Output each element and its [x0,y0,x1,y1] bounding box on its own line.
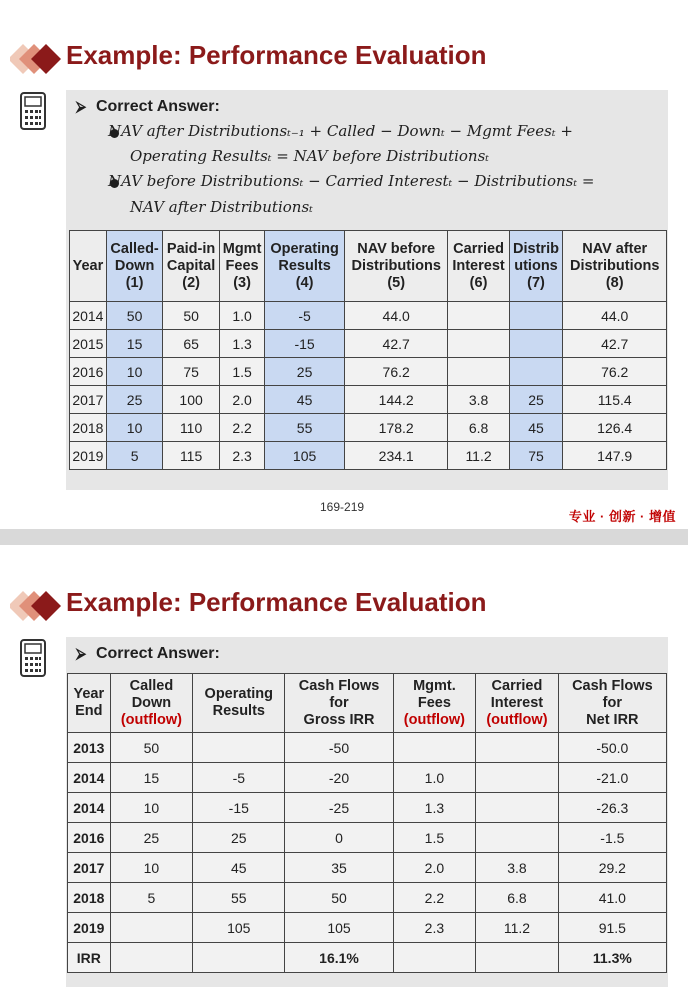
table-cell: -21.0 [558,763,666,793]
table-row [68,763,667,793]
table-row [70,414,667,442]
table-cell: 45 [509,414,563,442]
table-cell: 50 [285,883,393,913]
table-cell: 44.0 [563,302,667,330]
table-cell: 25 [110,823,193,853]
table-row [68,823,667,853]
table-cell: 2015 [70,330,107,358]
table-cell: 29.2 [558,853,666,883]
answer-heading: ⮚ Correct Answer: [76,645,220,662]
table-cell: 45 [193,853,285,883]
table-cell [476,793,559,823]
column-header: Mgmt. Fees (outflow) [393,674,476,733]
slide-title: Example: Performance Evaluation [66,587,487,617]
table-cell: 234.1 [344,442,448,470]
table-cell [448,358,509,386]
table-cell: 45 [265,386,345,414]
column-header: NAV after Distributions (8) [563,231,667,302]
table-row [68,853,667,883]
table-cell: 105 [285,913,393,943]
table-cell: 6.8 [448,414,509,442]
table-cell: 15 [110,763,193,793]
table-cell: -5 [265,302,345,330]
slide-2 [0,545,688,993]
table-cell: 11.2 [448,442,509,470]
table-cell: 2016 [68,823,111,853]
table-cell: IRR [68,943,111,973]
table-cell: 1.3 [393,793,476,823]
table-cell: 41.0 [558,883,666,913]
table-cell: 75 [163,358,220,386]
column-header: Paid-in Capital (2) [163,231,220,302]
table-row [68,793,667,823]
table-cell: 126.4 [563,414,667,442]
table-cell: -26.3 [558,793,666,823]
table-cell: 76.2 [563,358,667,386]
table-cell: 100 [163,386,220,414]
table-cell: -15 [265,330,345,358]
table-cell: 1.5 [219,358,264,386]
table-header-row [70,231,667,302]
table-cell: 2013 [68,733,111,763]
table-cell [110,943,193,973]
table-cell: -5 [193,763,285,793]
column-header: Carried Interest (outflow) [476,674,559,733]
table-header-row [68,674,667,733]
column-header: Year [70,231,107,302]
table-cell: 2017 [70,386,107,414]
table-row [68,913,667,943]
column-header: Year End [68,674,111,733]
answer-panel [66,637,668,987]
table-cell: 2018 [68,883,111,913]
table-cell [448,302,509,330]
table-cell: 5 [110,883,193,913]
column-header: Called Down (outflow) [110,674,193,733]
table-cell: 75 [509,442,563,470]
formula-1-line-2: Operating Resultsₜ = NAV before Distributionsₜ [130,147,489,165]
table-cell: 2018 [70,414,107,442]
table-cell: -50 [285,733,393,763]
table-row [68,883,667,913]
column-header: Operating Results (4) [265,231,345,302]
table-cell: 3.8 [476,853,559,883]
table-cell: 55 [193,883,285,913]
table-cell: 65 [163,330,220,358]
table-cell: 10 [110,853,193,883]
table-cell: 10 [106,358,163,386]
table-cell: 1.0 [393,763,476,793]
table-cell: 25 [509,386,563,414]
table-row [70,358,667,386]
table-cell: 115 [163,442,220,470]
table-cell [110,913,193,943]
page-number: 169-219 [320,500,365,514]
table-cell: 10 [110,793,193,823]
arrow-bullet-icon: ⮚ [76,98,86,114]
table-cell: 2019 [68,913,111,943]
table-cell [476,943,559,973]
diamond-logo-icon [10,589,62,623]
slide-title: Example: Performance Evaluation [66,40,487,70]
column-header: Distrib utions (7) [509,231,563,302]
answer-heading: ⮚ Correct Answer: [76,98,220,115]
table-cell: 91.5 [558,913,666,943]
table-cell: 178.2 [344,414,448,442]
table-cell: 55 [265,414,345,442]
table-cell: 2017 [68,853,111,883]
table-cell: 2.2 [219,414,264,442]
table-cell: 25 [193,823,285,853]
table-row [70,386,667,414]
table-cell: 6.8 [476,883,559,913]
table-cell: 50 [163,302,220,330]
table-cell [448,330,509,358]
table-cell [509,302,563,330]
table-cell: 0 [285,823,393,853]
table-cell: 2014 [68,793,111,823]
table-cell: 105 [265,442,345,470]
table-cell: 76.2 [344,358,448,386]
table-cell: 2014 [70,302,107,330]
table-cell: 2.3 [393,913,476,943]
table-cell: -50.0 [558,733,666,763]
table-cell: 2019 [70,442,107,470]
irr-row [68,943,667,973]
table-cell: 11.2 [476,913,559,943]
arrow-bullet-icon: ⮚ [76,645,86,661]
table-row [68,733,667,763]
table-cell: 147.9 [563,442,667,470]
table-cell: 5 [106,442,163,470]
table-cell: 25 [265,358,345,386]
calculator-icon [20,639,46,677]
table-row [70,302,667,330]
column-header: NAV before Distributions (5) [344,231,448,302]
formula-2-line-2: NAV after Distributionsₜ [130,198,313,216]
table-cell [393,943,476,973]
table-cell: -1.5 [558,823,666,853]
table-cell [193,733,285,763]
column-header: Called- Down (1) [106,231,163,302]
table-cell: 105 [193,913,285,943]
motto-text: 专业 · 创新 · 增值 [568,509,676,524]
table-cell: 2.2 [393,883,476,913]
column-header: Carried Interest (6) [448,231,509,302]
table-cell: 2016 [70,358,107,386]
formula-2-line-1: NAV before Distributionsₜ − Carried Interestₜ − Distributionsₜ = [108,172,595,190]
formula-1-line-1: NAV after Distributionsₜ₋₁ + Called − Downₜ − Mgmt Feesₜ + [108,122,573,140]
table-cell: 11.3% [558,943,666,973]
table-cell [476,823,559,853]
table-cell: 16.1% [285,943,393,973]
table-cell: 35 [285,853,393,883]
column-header: Cash Flows for Net IRR [558,674,666,733]
table-cell [193,943,285,973]
table-cell: 50 [106,302,163,330]
table-cell: 144.2 [344,386,448,414]
table-cell: 2.3 [219,442,264,470]
table-cell: 44.0 [344,302,448,330]
table-cell: 1.0 [219,302,264,330]
table-cell [393,733,476,763]
table-cell: 1.3 [219,330,264,358]
diamond-logo-icon [10,42,62,76]
table-cell: 42.7 [344,330,448,358]
table-cell: 115.4 [563,386,667,414]
table-cell: 2.0 [393,853,476,883]
table-cell [509,330,563,358]
answer-panel [66,90,668,490]
table-row [70,330,667,358]
table-cell: 1.5 [393,823,476,853]
table-cell: -20 [285,763,393,793]
table-cell: 110 [163,414,220,442]
table-cell: 50 [110,733,193,763]
table-cell: 42.7 [563,330,667,358]
table-cell [476,763,559,793]
nav-table [69,230,667,470]
table-cell: 10 [106,414,163,442]
table-cell: 2.0 [219,386,264,414]
irr-table [67,673,667,973]
slide-divider [0,529,688,545]
table-cell: -25 [285,793,393,823]
table-cell: 25 [106,386,163,414]
table-cell: -15 [193,793,285,823]
column-header: Cash Flows for Gross IRR [285,674,393,733]
table-cell [476,733,559,763]
table-cell: 15 [106,330,163,358]
calculator-icon [20,92,46,130]
table-cell: 3.8 [448,386,509,414]
table-cell [509,358,563,386]
table-row [70,442,667,470]
column-header: Mgmt Fees (3) [219,231,264,302]
column-header: Operating Results [193,674,285,733]
table-cell: 2014 [68,763,111,793]
